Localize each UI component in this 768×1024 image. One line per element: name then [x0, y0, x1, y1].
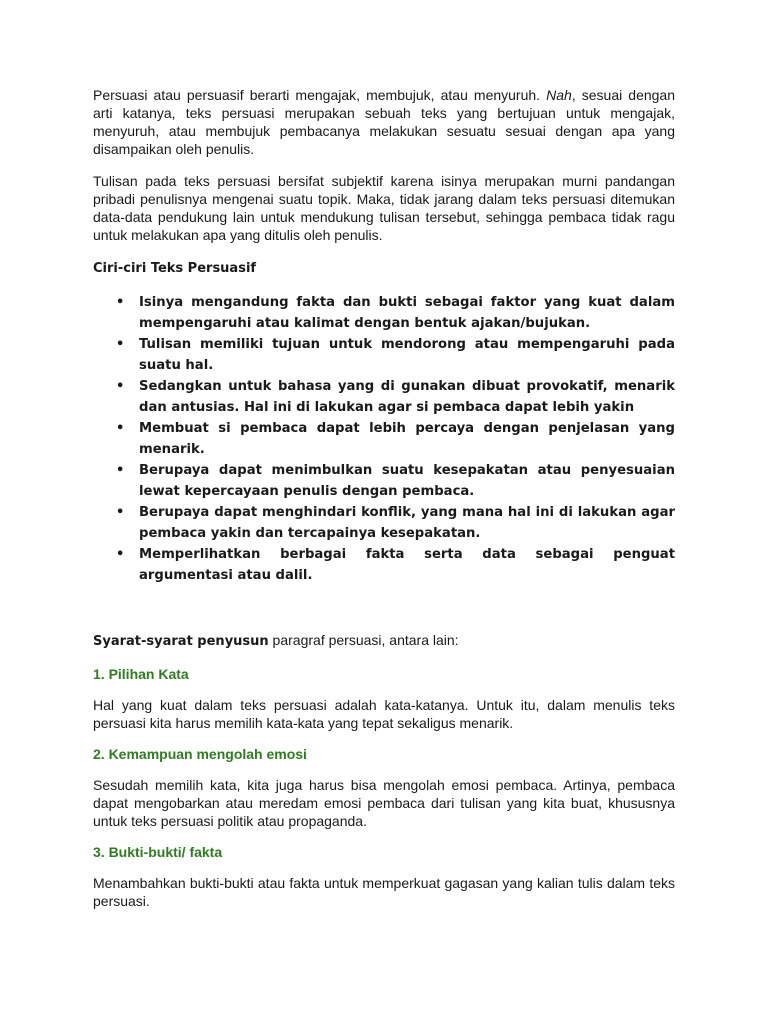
- bullet-icon: •: [116, 463, 125, 478]
- list-item-text: Berupaya dapat menghindari konflik, yang mana hal ini di lakukan agar pembaca yakin dan tercapainya kesepakatan.: [139, 505, 675, 541]
- intro-paragraph-1: [93, 86, 675, 158]
- ciri-list: [93, 292, 675, 586]
- list-item: [93, 418, 675, 460]
- document-page: [93, 86, 675, 910]
- intro-p1-text-b: , sesuai dengan arti katanya, teks persuasi merupakan sebuah teks yang bertujuan untuk mengajak, menyuruh, atau membujuk pembacanya melakukan sesuatu sesuai dengan apa yang disampaikan oleh penulis.: [93, 87, 676, 157]
- bullet-icon: •: [116, 337, 125, 352]
- list-item-text: Sedangkan untuk bahasa yang di gunakan dibuat provokatif, menarik dan antusias. Hal ini di lakukan agar si pembaca dapat lebih yakin: [139, 379, 675, 415]
- bullet-icon: •: [116, 379, 125, 394]
- list-item-text: Membuat si pembaca dapat lebih percaya dengan penjelasan yang menarik.: [139, 421, 675, 457]
- ciri-heading: Ciri-ciri Teks Persuasif: [93, 261, 257, 276]
- bullet-icon: •: [116, 295, 125, 310]
- list-item: [93, 502, 675, 544]
- intro-p1-text-a: Persuasi atau persuasif berarti mengajak, membujuk, atau menyuruh.: [93, 87, 547, 103]
- list-item-text: Berupaya dapat menimbulkan suatu kesepakatan atau penyesuaian lewat kepercayaan penulis dengan pembaca.: [139, 463, 675, 499]
- section-3-body: Menambahkan bukti-bukti atau fakta untuk memperkuat gagasan yang kalian tulis dalam teks persuasi.: [93, 875, 675, 909]
- section-2-title: 2. Kemampuan mengolah emosi: [93, 746, 307, 762]
- syarat-intro: [93, 631, 675, 651]
- list-item-text: Isinya mengandung fakta dan bukti sebagai faktor yang kuat dalam mempengaruhi atau kalimat dengan bentuk ajakan/bujukan.: [139, 295, 675, 331]
- section-2-body: Sesudah memilih kata, kita juga harus bisa mengolah emosi pembaca. Artinya, pembaca dapat mengobarkan atau meredam emosi pembaca dari tulisan yang kita buat, khususnya untuk teks persuasi politik atau propaganda.: [93, 777, 675, 829]
- section-1-title: 1. Pilihan Kata: [93, 666, 189, 682]
- syarat-bold-text: Syarat-syarat penyusun: [93, 634, 269, 649]
- bullet-icon: •: [116, 421, 125, 436]
- list-item: [93, 460, 675, 502]
- bullet-icon: •: [116, 547, 125, 562]
- intro-paragraph-2: Tulisan pada teks persuasi bersifat subjektif karena isinya merupakan murni pandangan pribadi penulisnya mengenai suatu topik. Maka, tidak jarang dalam teks persuasi ditemukan data-data pendukung lain untuk mendukung tulisan tersebut, sehingga pembaca tidak ragu untuk melakukan apa yang ditulis oleh penulis.: [93, 173, 675, 243]
- intro-p1-italic: Nah: [546, 87, 572, 103]
- list-item: [93, 544, 675, 586]
- list-item: [93, 334, 675, 376]
- list-item-text: Tulisan memiliki tujuan untuk mendorong atau mempengaruhi pada suatu hal.: [139, 337, 675, 373]
- section-3-title: 3. Bukti-bukti/ fakta: [93, 844, 223, 860]
- section-1-body: Hal yang kuat dalam teks persuasi adalah kata-katanya. Untuk itu, dalam menulis teks persuasi kita harus memilih kata-kata yang tepat sekaligus menarik.: [93, 697, 675, 731]
- list-item: [93, 292, 675, 334]
- bullet-icon: •: [116, 505, 125, 520]
- list-item: [93, 376, 675, 418]
- list-item-text: Memperlihatkan berbagai fakta serta data sebagai penguat argumentasi atau dalil.: [139, 547, 675, 583]
- syarat-rest-text: paragraf persuasi, antara lain:: [268, 632, 459, 648]
